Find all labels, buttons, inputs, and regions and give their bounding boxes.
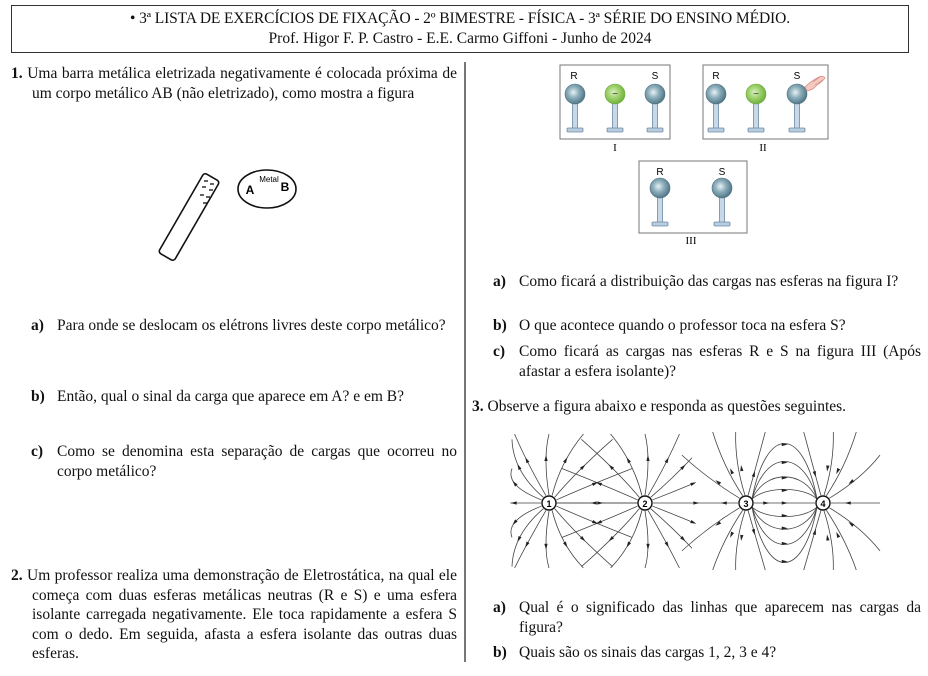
field-line (648, 510, 679, 568)
field-line (645, 511, 648, 568)
field-arrow (596, 520, 602, 524)
field-line (555, 509, 613, 567)
field-arrow (763, 501, 769, 504)
field-line (611, 434, 642, 496)
field-line (552, 510, 583, 568)
question-2-figures (558, 63, 848, 248)
field-arrow (563, 457, 567, 463)
charge-2 (638, 496, 652, 510)
field-arrow (525, 542, 529, 548)
question-1-item-b (31, 387, 457, 407)
field-arrow (693, 501, 699, 504)
sphere-s (712, 178, 732, 198)
field-line (651, 509, 709, 567)
charge-4 (816, 496, 830, 510)
field-line (824, 432, 833, 495)
field-arrow (665, 542, 669, 548)
field-arrow (690, 520, 696, 524)
sphere-r (650, 178, 670, 198)
question-3-item-a (493, 598, 921, 637)
label-s: S (718, 167, 726, 178)
item-text: Como ficará as cargas nas esferas R e S na figura III (Após afastar a esfera isolante)? (519, 343, 921, 380)
question-2-item-a (493, 272, 921, 292)
field-line (826, 432, 856, 496)
question-2 (11, 566, 457, 664)
label-r: R (656, 167, 664, 178)
field-line (512, 439, 543, 497)
field-line (652, 506, 728, 537)
field-line (546, 511, 549, 568)
question-1-number: 1. (11, 65, 23, 82)
metal-end-b-label: B (280, 180, 290, 194)
question-2-text: Um professor realiza uma demonstração de Eletrostática, na qual ele começa com duas esferas metálicas neutras (R e S) e uma esfera isolante carregada negativamente. Ele toca rapidamente a esfera S com o dedo. Em seguida, afasta a esfera isolante das outras duas esferas. (27, 567, 457, 662)
field-line (552, 434, 583, 496)
item-label: b) (493, 317, 507, 334)
field-arrow (826, 465, 829, 471)
item-text: Quais são os sinais das cargas 1, 2, 3 e 4? (519, 644, 777, 661)
field-line (829, 455, 880, 498)
figure-caption: II (759, 142, 767, 154)
label-s: S (651, 71, 659, 82)
field-arrow (690, 482, 696, 486)
header-subtitle: Prof. Higor F. P. Castro - E.E. Carmo Giffoni - Junho de 2024 (268, 30, 652, 47)
header-title: 3ª LISTA DE EXERCÍCIOS DE FIXAÇÃO - 2º BIMESTRE - FÍSICA - 3ª SÉRIE DO ENSINO MÉDIO. (139, 10, 790, 27)
field-line (713, 432, 743, 496)
question-1 (11, 64, 457, 103)
item-text: O que acontece quando o professor toca na esfera S? (519, 317, 846, 334)
field-arrow (752, 471, 755, 477)
question-2-item-c (493, 342, 921, 381)
field-line (611, 510, 642, 568)
field-lines-figure (510, 430, 882, 572)
figure-II (703, 65, 828, 154)
question-3-item-b (493, 643, 921, 663)
field-arrow (596, 482, 602, 486)
item-label: c) (31, 443, 44, 460)
field-arrow (591, 501, 597, 504)
negative-sign: − (753, 89, 759, 100)
question-1-item-a (31, 316, 457, 336)
field-line (581, 509, 639, 567)
charge-1-label: 1 (546, 499, 552, 509)
field-arrow (826, 535, 829, 541)
field-line (512, 509, 543, 567)
dipole-field-lines (682, 432, 880, 570)
field-arrow (525, 457, 529, 463)
label-r: R (570, 71, 578, 82)
field-arrow (813, 471, 816, 477)
sphere-s (787, 84, 807, 104)
item-label: a) (31, 317, 44, 334)
question-3-text: Observe a figura abaixo e responda as questões seguintes. (487, 398, 847, 415)
question-3 (472, 397, 922, 417)
header-title-line (12, 9, 908, 29)
sphere-r (565, 84, 585, 104)
field-arrow (544, 455, 547, 461)
metal-end-a-label: A (245, 183, 255, 197)
item-text: Então, qual o sinal da carga que aparece em A? e em B? (57, 388, 405, 405)
sphere-r (706, 84, 726, 104)
label-s: S (793, 71, 801, 82)
field-arrow (730, 532, 734, 538)
charge-3 (739, 496, 753, 510)
field-line (648, 434, 679, 496)
question-1-item-c (31, 442, 457, 481)
item-label: c) (493, 343, 506, 360)
sphere-s (645, 84, 665, 104)
item-label: b) (31, 388, 45, 405)
question-2-number: 2. (11, 567, 23, 584)
column-divider (464, 62, 466, 662)
figure-I (560, 65, 670, 154)
field-arrow (597, 501, 603, 504)
field-arrow (740, 465, 743, 471)
field-arrow (665, 457, 669, 463)
figure-III (639, 161, 747, 247)
label-r: R (712, 71, 720, 82)
question-1-figure (158, 165, 308, 270)
item-text: Para onde se deslocam os elétrons livres deste corpo metálico? (57, 317, 446, 334)
question-1-text: Uma barra metálica eletrizada negativamente é colocada próxima de um corpo metálico AB (não eletrizado), como mostra a figura (27, 65, 457, 102)
item-label: a) (493, 273, 506, 290)
question-3-figure (510, 430, 882, 572)
field-arrow (544, 544, 547, 550)
question-2-item-b (493, 316, 921, 336)
question-3-number: 3. (472, 398, 484, 415)
figure-caption: I (613, 142, 617, 154)
field-arrow (721, 501, 727, 504)
field-line (651, 439, 709, 497)
item-text: Como se denomina esta separação de cargas que ocorreu no corpo metálico? (57, 443, 457, 480)
field-arrow (517, 464, 521, 470)
field-line (645, 434, 648, 495)
field-line (555, 439, 613, 497)
item-label: b) (493, 644, 507, 661)
negative-sign: − (612, 89, 618, 100)
charge-1 (542, 496, 556, 510)
item-text: Como ficará a distribuição das cargas nas esferas na figura I? (519, 273, 899, 290)
field-arrow (740, 535, 743, 541)
item-text: Qual é o significado das linhas que aparecem nas cargas da figura? (519, 599, 921, 636)
document-header (11, 5, 909, 53)
charge-3-label: 3 (743, 499, 749, 509)
item-label: a) (493, 599, 506, 616)
field-arrow (627, 542, 631, 548)
charged-rod (158, 173, 220, 262)
metal-body-label: Metal (259, 175, 279, 184)
field-arrow (782, 501, 788, 504)
header-bullet: • (130, 10, 136, 27)
field-arrow (627, 457, 631, 463)
field-arrow (646, 455, 649, 461)
field-arrow (646, 544, 649, 550)
field-line (581, 439, 639, 497)
figure-caption: III (685, 235, 697, 247)
field-line (829, 508, 880, 551)
field-line (546, 434, 549, 495)
field-arrow (511, 501, 517, 504)
field-arrow (813, 529, 816, 535)
field-line (515, 434, 546, 496)
field-arrow (730, 468, 734, 474)
field-arrow (563, 542, 567, 548)
field-line (752, 477, 817, 499)
field-line (652, 469, 728, 500)
field-arrow (845, 501, 851, 504)
field-line (736, 432, 745, 495)
charge-2-label: 2 (642, 499, 648, 509)
charge-4-label: 4 (820, 499, 826, 509)
field-arrow (517, 536, 521, 542)
field-line (752, 507, 817, 529)
field-arrow (752, 529, 755, 535)
